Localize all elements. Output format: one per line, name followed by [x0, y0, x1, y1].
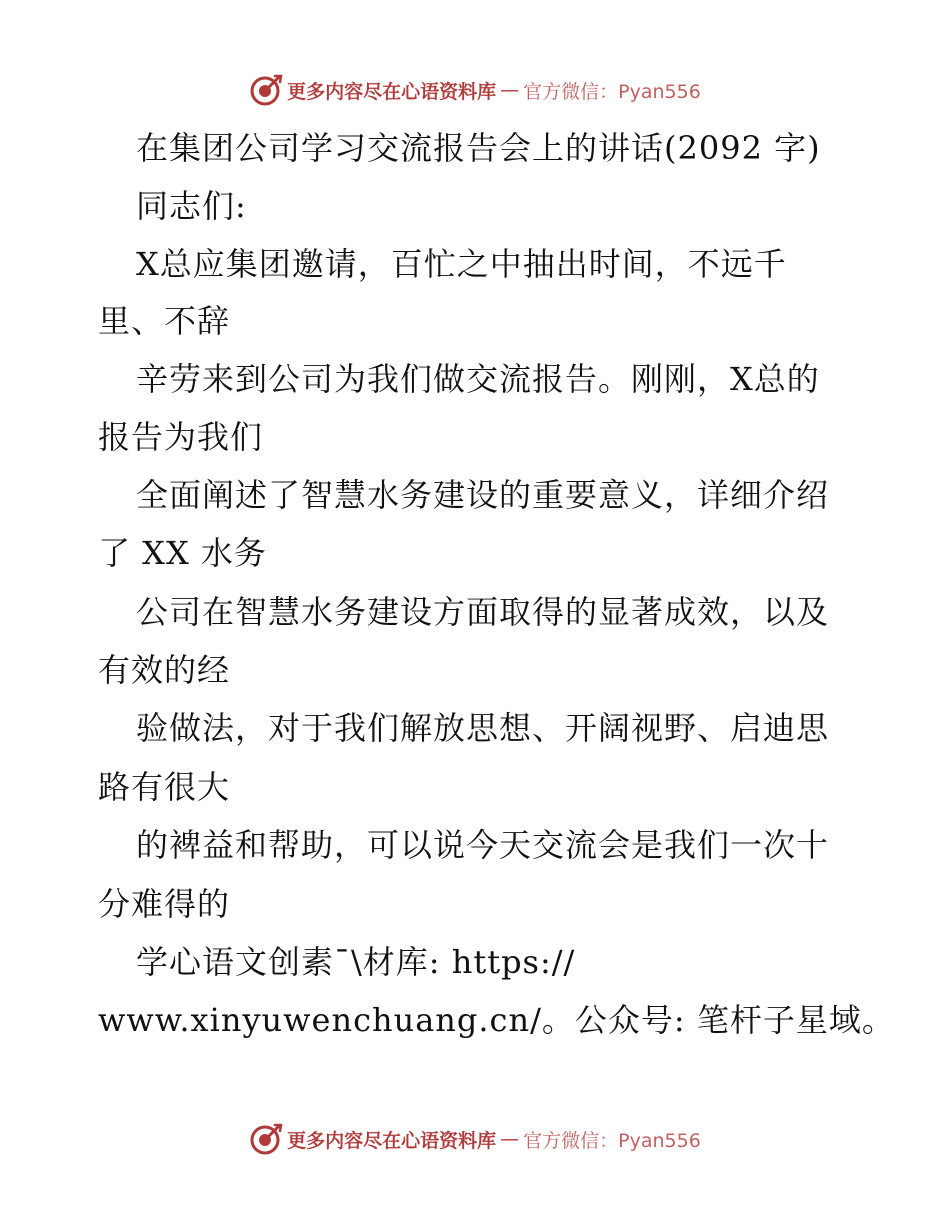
text-line: 辛劳来到公司为我们做交流报告。刚刚，X总的 — [136, 360, 820, 398]
footer-banner — [0, 1119, 950, 1159]
text-line: X总应集团邀请，百忙之中抽出时间，不远千 — [136, 245, 787, 283]
text-line: 有效的经 — [98, 651, 231, 689]
header-banner-dash: — — [500, 79, 520, 101]
text-line: 了 XX 水务 — [98, 534, 267, 572]
text-line: 全面阐述了智慧水务建设的重要意义，详细介绍 — [136, 476, 830, 514]
document-title: 在集团公司学习交流报告会上的讲话(2092 字) — [136, 129, 821, 167]
brand-logo-icon — [249, 73, 283, 107]
text-line: 里、不辞 — [98, 302, 231, 340]
header-banner-text: 更多内容尽在心语资料库 — [287, 80, 497, 103]
header-contact: 官方微信：Pyan556 — [523, 80, 701, 103]
salutation: 同志们: — [136, 187, 247, 225]
text-line: 路有很大 — [98, 768, 231, 806]
brand-logo-icon — [249, 1122, 283, 1156]
footer-banner-text: 更多内容尽在心语资料库 — [287, 1129, 497, 1152]
text-line: www.xinyuwenchuang.cn/。公众号: 笔杆子星域。 — [98, 1001, 895, 1039]
footer-banner-dash: — — [500, 1128, 520, 1150]
text-line: 公司在智慧水务建设方面取得的显著成效，以及 — [136, 593, 830, 631]
text-line: 的裨益和帮助，可以说今天交流会是我们一次十 — [136, 826, 830, 864]
text-line: 学心语文创素¯\材库: https:// — [136, 943, 576, 981]
text-line: 报告为我们 — [98, 418, 264, 456]
text-line: 验做法，对于我们解放思想、开阔视野、启迪思 — [136, 709, 830, 747]
footer-contact: 官方微信：Pyan556 — [523, 1129, 701, 1152]
header-banner — [0, 70, 950, 110]
text-line: 分难得的 — [98, 885, 231, 923]
